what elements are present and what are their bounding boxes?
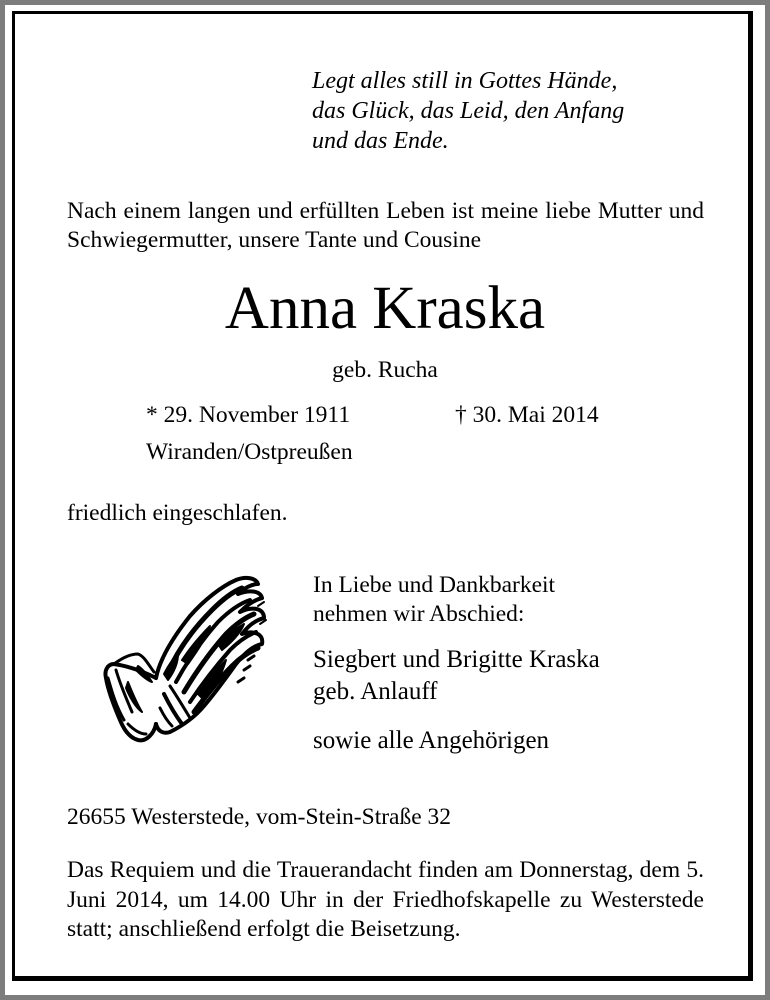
farewell-line-2: nehmen wir Abschied:: [313, 601, 525, 627]
relatives-line: sowie alle Angehörigen: [313, 727, 550, 754]
requiem-notice: Das Requiem und die Trauerandacht finden am Donnerstag, dem 5. Juni 2014, um 14.00 Uhr in der Friedhofskapelle zu Westerstede statt; anschließend erfolgt die Beisetzung.: [67, 857, 704, 942]
farewell-text: [313, 571, 555, 629]
birthplace: Wiranden/Ostpreußen: [146, 439, 353, 465]
motto-verse: [312, 66, 624, 156]
intro-text: Nach einem langen und erfüllten Leben ist meine liebe Mutter und Schwiegermutter, unsere Tante und Cousine: [67, 198, 704, 253]
deceased-name: Anna Kraska: [224, 275, 546, 342]
peacefully-text: friedlich eingeschlafen.: [67, 500, 288, 526]
motto-line-1: Legt alles still in Gottes Hände,: [312, 68, 618, 94]
mourner-names: Siegbert und Brigitte Kraska: [313, 646, 600, 673]
maiden-name: geb. Rucha: [332, 357, 438, 383]
obituary-border: [12, 11, 753, 981]
address: 26655 Westerstede, vom-Stein-Straße 32: [67, 804, 452, 830]
birth-date: * 29. November 1911: [146, 402, 351, 428]
praying-hands-icon: [98, 574, 268, 746]
death-date: † 30. Mai 2014: [455, 402, 599, 428]
mourner-maiden-name: geb. Anlauff: [313, 678, 438, 705]
motto-line-3: und das Ende.: [312, 128, 449, 154]
motto-line-2: das Glück, das Leid, den Anfang: [312, 98, 625, 124]
farewell-line-1: In Liebe und Dankbarkeit: [313, 572, 556, 598]
